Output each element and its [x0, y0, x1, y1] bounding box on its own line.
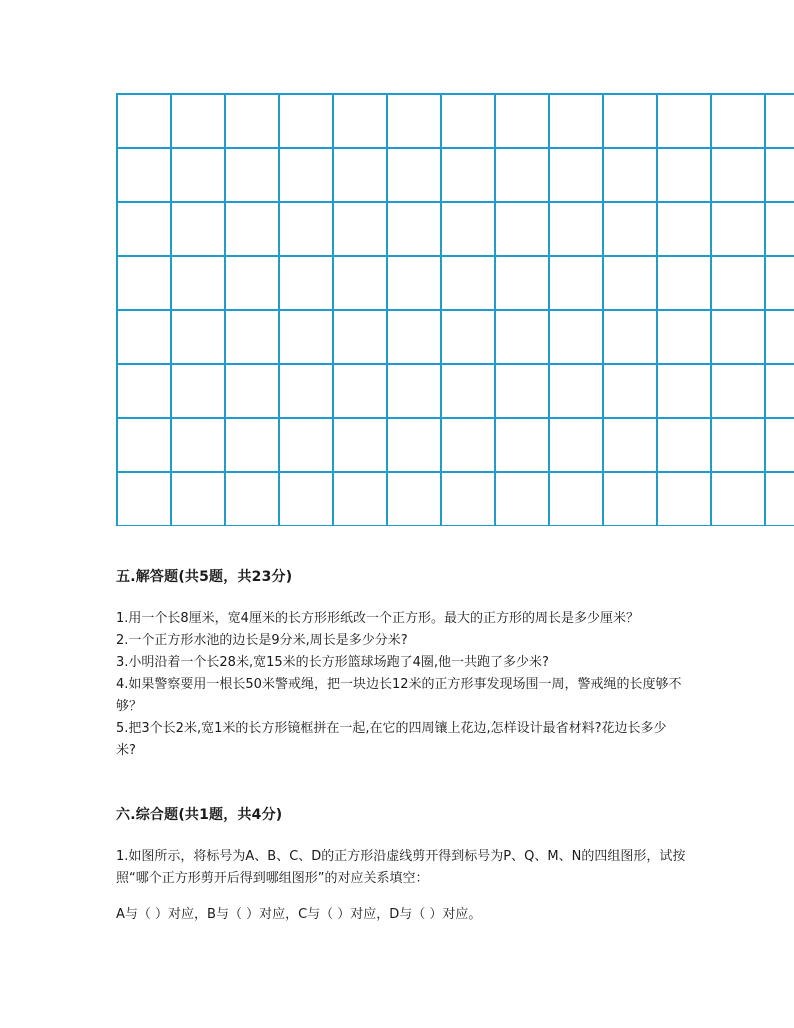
section-5-title: 五.解答题(共5题，共23分) [116, 569, 293, 585]
question-5-3: 3.小明沿着一个长28米,宽15米的长方形篮球场跑了4圈,他一共跑了多少米? [116, 655, 549, 670]
question-6-1: 1.如图所示，将标号为A、B、C、D的正方形沿虚线剪开得到标号为P、Q、M、N的四组图形，试按照“哪个正方形剪开后得到哪组图形”的对应关系填空： [116, 849, 686, 886]
section-6-question [116, 846, 686, 890]
question-5-5: 5.把3个长2米,宽1米的长方形镜框拼在一起,在它的四周镶上花边,怎样设计最省材料?花边长多少米? [116, 721, 667, 758]
grid-lines [116, 93, 794, 526]
section-6-title: 六.综合题(共1题，共4分) [116, 807, 283, 823]
question-5-2: 2.一个正方形水池的边长是9分米,周长是多少分米? [116, 633, 408, 648]
square-grid [116, 93, 794, 526]
question-5-4: 4.如果警察要用一根长50米警戒绳，把一块边长12米的正方形事发现场围一周，警戒绳的长度够不够？ [116, 677, 682, 714]
section-6-fill-blank [116, 904, 686, 926]
question-6-1-blanks: A与（ ）对应，B与（ ）对应，C与（ ）对应，D与（ ）对应。 [116, 907, 482, 922]
question-5-1: 1.用一个长8厘米，宽4厘米的长方形形纸改一个正方形。最大的正方形的周长是多少厘米？ [116, 611, 639, 626]
section-5-questions [116, 608, 686, 762]
